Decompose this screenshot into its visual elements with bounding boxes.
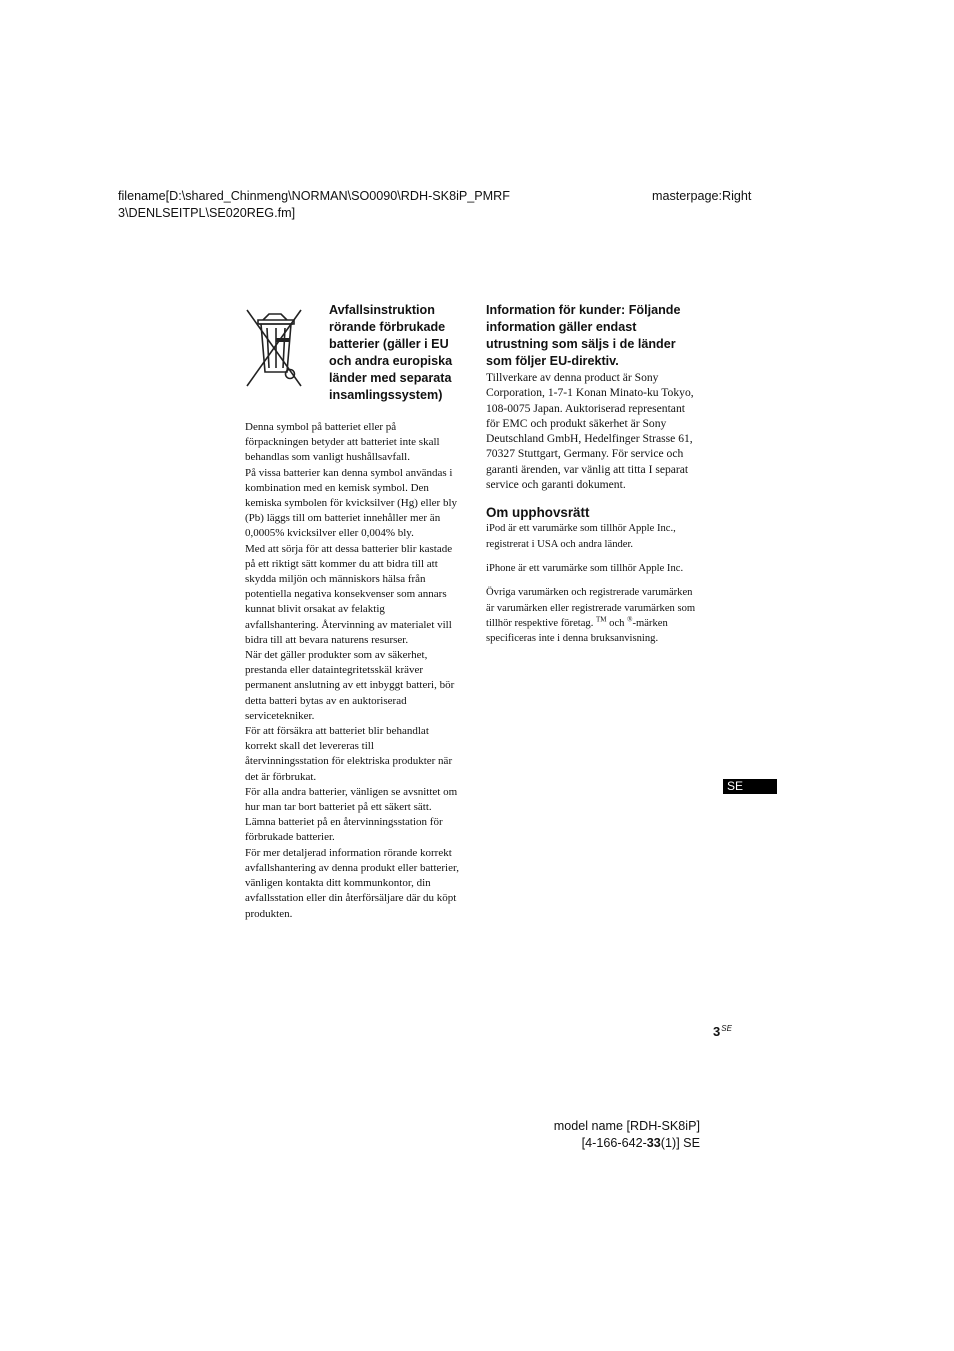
footer-code-prefix: [4-166-642- xyxy=(581,1136,647,1150)
copyright-iphone-paragraph: iPhone är ett varumärke som tillhör Apple Inc. xyxy=(486,562,684,574)
battery-paragraph-2: På vissa batterier kan denna symbol användas i kombination med en kemisk symbol. Den kemiska symbolen för kvicksilver (Hg) eller bly (Pb) läggs till om batteriet innehåller mer än 0,0005% kvicksilver eller 0,004% bly. xyxy=(245,466,458,540)
battery-paragraph-6: För alla andra batterier, vänligen se avsnittet om hur man tar bort batteriet på ett säkert sätt. Lämna batteriet på en återvinningsstation för förbrukade batterier. xyxy=(245,785,458,844)
battery-paragraph-5: För att försäkra att batteriet blir behandlat korrekt skall det levereras till återvinningsstation för elektriska produkter när det är förbrukat. xyxy=(245,725,453,783)
filename-line-2: 3\DENLSEITPL\SE020REG.fm] xyxy=(118,206,296,220)
crossed-out-wheelie-bin-icon xyxy=(245,302,329,420)
page-number-suffix: SE xyxy=(721,1024,732,1033)
battery-paragraph-7: För mer detaljerad information rörande korrekt avfallshantering av denna produkt eller batterier, vänligen kontakta ditt kommunkontor, din avfallsstation eller din återförsäljare där du köpt produkten. xyxy=(245,846,459,920)
page-number xyxy=(713,1024,732,1039)
trademarks-text-start: Övriga varumärken och registrerade varumärken är varumärken eller registrerade varumärken som tillhör respektive företag. xyxy=(486,587,696,629)
battery-heading-row xyxy=(245,302,459,420)
battery-paragraph-1: Denna symbol på batteriet eller på förpackningen betyder att batteriet inte skall behandlas som vanligt hushållsavfall. xyxy=(245,421,440,464)
tm-symbol: TM xyxy=(596,615,607,624)
trademarks-and: och xyxy=(606,617,628,629)
customer-info-body: Tillverkare av denna product är Sony Corporation, 1-7-1 Konan Minato-ku Tokyo, 108-0075 Japan. Auktoriserad representant för EMC och produkt säkerhet är Sony Deutschland GmbH, Hedelfinger Strasse 61, 70327 Stuttgart, Germany. För service och garanti ärenden, var vänlig att titta I separat service och garanti dokument. xyxy=(486,371,694,492)
footer-code-suffix: (1)] SE xyxy=(660,1136,700,1150)
registered-symbol: ® xyxy=(627,615,633,624)
battery-disposal-body xyxy=(245,420,459,922)
footer-model-name: model name [RDH-SK8iP] xyxy=(553,1119,700,1133)
battery-paragraph-4: När det gäller produkter som av säkerhet, prestanda eller dataintegritetsskäl kräver permanent anslutning av ett inbyggt batteri, bör detta batteri bytas av en auktoriserad servicetekniker. xyxy=(245,649,455,722)
customer-info-heading: Information för kunder: Följande information gäller endast utrustning som säljs i de länder som följer EU-direktiv. xyxy=(486,303,681,368)
right-column xyxy=(486,302,700,655)
filename-header xyxy=(118,188,510,222)
battery-disposal-section xyxy=(245,302,459,922)
copyright-trademarks-paragraph xyxy=(486,585,700,646)
footer-code-bold: 33 xyxy=(646,1136,661,1150)
language-tab-se: SE xyxy=(723,779,777,794)
battery-disposal-heading: Avfallsinstruktion rörande förbrukade batterier (gäller i EU och andra europiska länder med separata insamlingssystem) xyxy=(329,303,453,402)
copyright-heading: Om upphovsrätt xyxy=(486,505,590,521)
page-number-value: 3 xyxy=(713,1024,721,1039)
filename-line-1: filename[D:\shared_Chinmeng\NORMAN\SO0090\RDH-SK8iP_PMRF xyxy=(118,189,510,203)
copyright-ipod-paragraph: iPod är ett varumärke som tillhör Apple Inc., registrerat i USA och andra länder. xyxy=(486,523,676,550)
footer-part-code xyxy=(582,1135,700,1152)
masterpage-label: masterpage:Right xyxy=(652,189,752,203)
battery-paragraph-3: Med att sörja för att dessa batterier blir kastade på ett riktigt sätt kommer du att bidra till att skydda miljön och människors hälsa från potentiella negativa konsekvenser som annars kunnat blivit orsakat av felaktig avfallshantering. Återvinning av materialet vill bidra till att bevara naturens resurser. xyxy=(245,542,453,646)
trademarks-text-end: -märken specificeras inte i denna bruksanvisning. xyxy=(486,617,668,645)
